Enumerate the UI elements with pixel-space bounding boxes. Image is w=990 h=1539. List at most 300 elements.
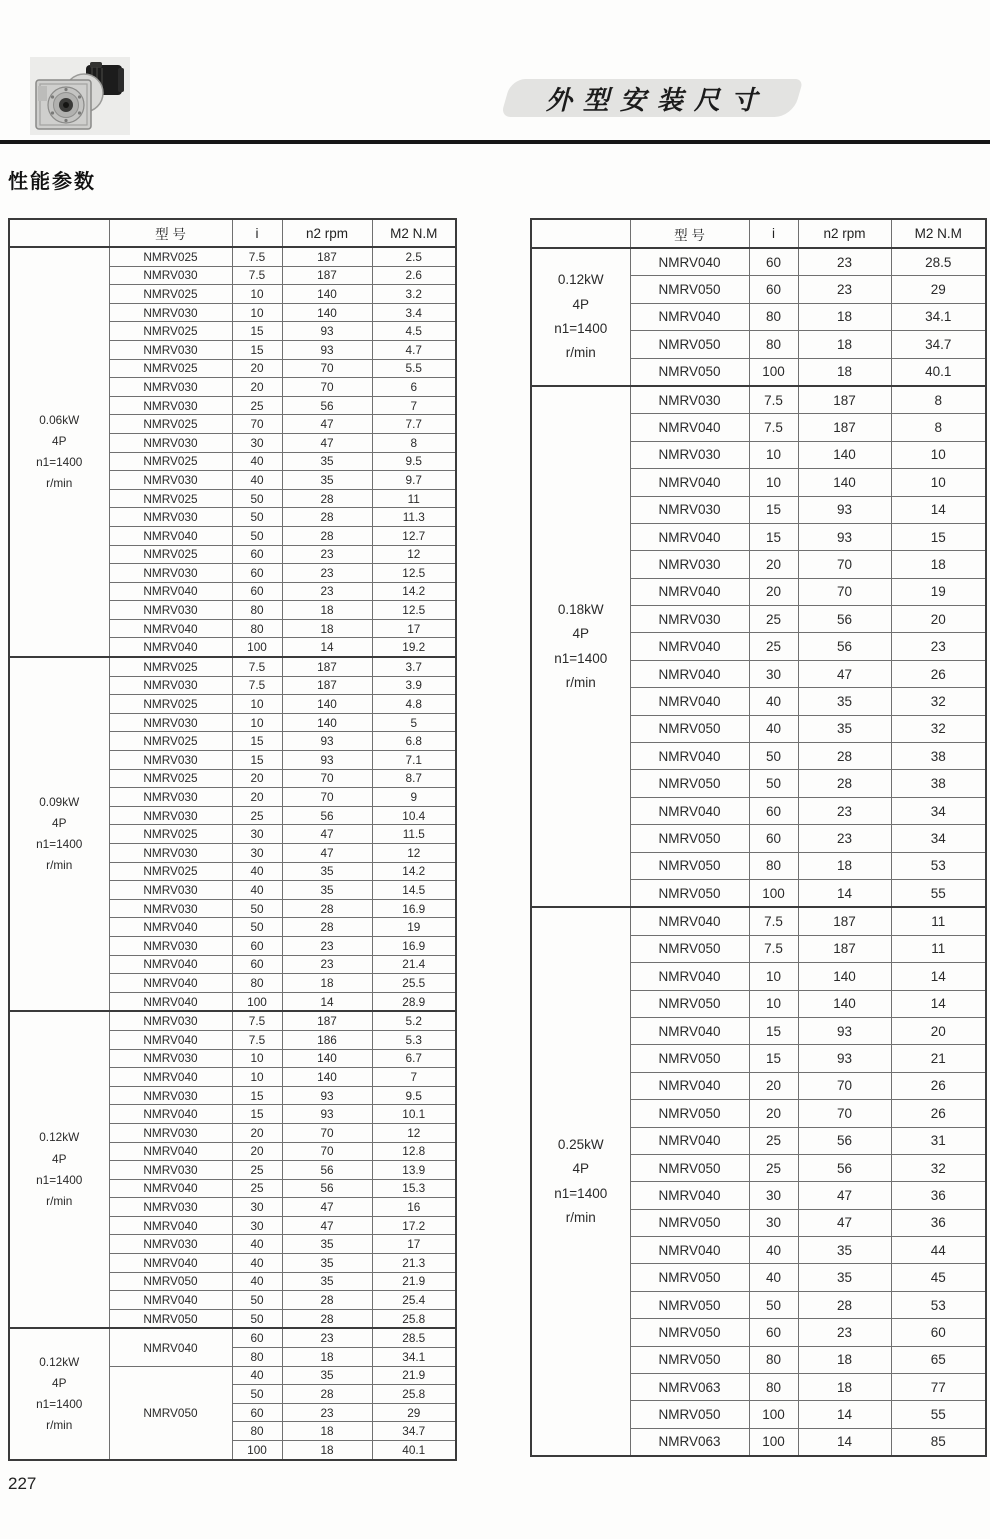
- model-cell: NMRV025: [109, 285, 232, 304]
- i-cell: 7.5: [749, 935, 798, 962]
- m2-cell: 8: [891, 414, 986, 441]
- model-cell: NMRV050: [630, 1401, 749, 1428]
- i-cell: 80: [232, 1348, 282, 1367]
- n2-cell: 28: [282, 918, 372, 937]
- m2-cell: 31: [891, 1127, 986, 1154]
- m2-cell: 7.1: [372, 751, 456, 770]
- power-group-label-line: r/min: [565, 345, 596, 361]
- i-cell: 80: [232, 619, 282, 638]
- column-header-i: i: [232, 219, 282, 247]
- i-cell: 80: [232, 974, 282, 993]
- model-cell: NMRV040: [109, 992, 232, 1011]
- model-cell: NMRV025: [109, 359, 232, 378]
- model-cell: NMRV030: [109, 396, 232, 415]
- n2-cell: 93: [798, 523, 891, 550]
- m2-cell: 36: [891, 1182, 986, 1209]
- m2-cell: 21.9: [372, 1272, 456, 1291]
- i-cell: 50: [232, 489, 282, 508]
- model-cell: NMRV030: [109, 378, 232, 397]
- model-cell: NMRV030: [109, 713, 232, 732]
- model-cell: NMRV040: [630, 1017, 749, 1044]
- n2-cell: 93: [282, 1086, 372, 1105]
- n2-cell: 14: [282, 638, 372, 657]
- n2-cell: 70: [798, 1072, 891, 1099]
- model-cell: NMRV040: [109, 1254, 232, 1273]
- power-group-label-line: 0.18kW: [557, 602, 604, 618]
- model-cell: NMRV030: [109, 266, 232, 285]
- n2-cell: 28: [282, 1291, 372, 1310]
- performance-table-left: [8, 218, 457, 1461]
- power-group-label-line: r/min: [46, 858, 73, 873]
- n2-cell: 140: [798, 990, 891, 1017]
- m2-cell: 19: [372, 918, 456, 937]
- m2-cell: 85: [891, 1428, 986, 1456]
- n2-cell: 23: [282, 1403, 372, 1422]
- i-cell: 30: [749, 1209, 798, 1236]
- n2-cell: 23: [282, 545, 372, 564]
- model-cell: NMRV030: [109, 1049, 232, 1068]
- i-cell: 15: [749, 523, 798, 550]
- n2-cell: 187: [282, 676, 372, 695]
- i-cell: 10: [232, 285, 282, 304]
- model-cell: NMRV040: [630, 743, 749, 770]
- m2-cell: 34.1: [372, 1348, 456, 1367]
- i-cell: 15: [232, 1105, 282, 1124]
- model-cell: NMRV050: [630, 331, 749, 358]
- n2-cell: 140: [282, 285, 372, 304]
- model-cell: NMRV050: [630, 879, 749, 907]
- power-group-label-line: 0.09kW: [39, 794, 80, 809]
- power-group-label: [9, 1011, 109, 1328]
- model-cell: NMRV040: [109, 1179, 232, 1198]
- i-cell: 50: [232, 508, 282, 527]
- i-cell: 60: [749, 248, 798, 276]
- m2-cell: 16.9: [372, 936, 456, 955]
- n2-cell: 93: [798, 1045, 891, 1072]
- i-cell: 15: [749, 1045, 798, 1072]
- model-cell: NMRV030: [109, 881, 232, 900]
- model-cell: NMRV025: [109, 769, 232, 788]
- power-group-label-line: r/min: [46, 1418, 73, 1433]
- i-cell: 30: [232, 433, 282, 452]
- m2-cell: 28.5: [372, 1328, 456, 1347]
- m2-cell: 6: [372, 378, 456, 397]
- model-cell: NMRV050: [630, 358, 749, 386]
- model-cell: NMRV040: [630, 523, 749, 550]
- model-cell: NMRV040: [109, 1291, 232, 1310]
- model-cell: NMRV040: [630, 469, 749, 496]
- model-cell: NMRV040: [630, 1127, 749, 1154]
- m2-cell: 25.5: [372, 974, 456, 993]
- i-cell: 20: [232, 1142, 282, 1161]
- n2-cell: 23: [798, 797, 891, 824]
- m2-cell: 16: [372, 1198, 456, 1217]
- m2-cell: 38: [891, 743, 986, 770]
- n2-cell: 70: [282, 1123, 372, 1142]
- m2-cell: 28.9: [372, 992, 456, 1011]
- n2-cell: 93: [282, 732, 372, 751]
- header-banner: [501, 79, 804, 117]
- n2-cell: 56: [282, 1161, 372, 1180]
- model-cell: NMRV040: [109, 955, 232, 974]
- n2-cell: 35: [282, 862, 372, 881]
- n2-cell: 35: [798, 688, 891, 715]
- model-cell: NMRV030: [109, 303, 232, 322]
- n2-cell: 18: [282, 1348, 372, 1367]
- column-header-m2: M2 N.M: [891, 219, 986, 248]
- i-cell: 25: [749, 606, 798, 633]
- model-cell: NMRV025: [109, 247, 232, 266]
- power-group-label: [9, 1328, 109, 1459]
- n2-cell: 14: [282, 992, 372, 1011]
- i-cell: 10: [232, 695, 282, 714]
- n2-cell: 47: [282, 825, 372, 844]
- power-group-label-line: 4P: [572, 1161, 589, 1177]
- model-cell: NMRV040: [109, 1142, 232, 1161]
- i-cell: 50: [232, 1309, 282, 1328]
- data-row: [531, 907, 986, 935]
- n2-cell: 28: [282, 1309, 372, 1328]
- m2-cell: 3.2: [372, 285, 456, 304]
- n2-cell: 140: [282, 713, 372, 732]
- model-cell: NMRV040: [109, 974, 232, 993]
- i-cell: 15: [232, 1086, 282, 1105]
- model-cell: NMRV030: [109, 676, 232, 695]
- m2-cell: 10.4: [372, 806, 456, 825]
- power-group-label-line: n1=1400: [36, 1397, 83, 1412]
- power-group-label: [531, 386, 630, 907]
- power-group-label-line: 4P: [572, 626, 589, 642]
- model-cell: NMRV050: [109, 1309, 232, 1328]
- model-cell: NMRV040: [630, 1072, 749, 1099]
- model-cell: NMRV030: [109, 1011, 232, 1030]
- section-title: 性能参数: [8, 171, 96, 193]
- n2-cell: 23: [798, 1319, 891, 1346]
- model-cell: NMRV030: [109, 508, 232, 527]
- model-cell: NMRV040: [630, 907, 749, 935]
- i-cell: 7.5: [749, 907, 798, 935]
- n2-cell: 70: [282, 378, 372, 397]
- m2-cell: 25.8: [372, 1309, 456, 1328]
- m2-cell: 14.2: [372, 862, 456, 881]
- power-group-label-line: n1=1400: [554, 650, 608, 666]
- m2-cell: 7.7: [372, 415, 456, 434]
- model-cell: NMRV030: [109, 788, 232, 807]
- n2-cell: 70: [282, 769, 372, 788]
- column-header-model: 型 号: [630, 219, 749, 248]
- n2-cell: 186: [282, 1030, 372, 1049]
- m2-cell: 34.7: [891, 331, 986, 358]
- i-cell: 50: [749, 743, 798, 770]
- n2-cell: 35: [798, 1264, 891, 1291]
- model-cell: NMRV025: [109, 489, 232, 508]
- i-cell: 60: [232, 936, 282, 955]
- m2-cell: 4.5: [372, 322, 456, 341]
- i-cell: 15: [232, 732, 282, 751]
- n2-cell: 28: [798, 743, 891, 770]
- i-cell: 20: [749, 1072, 798, 1099]
- i-cell: 40: [749, 1237, 798, 1264]
- power-group-label-line: 4P: [52, 433, 67, 448]
- n2-cell: 93: [798, 1017, 891, 1044]
- n2-cell: 35: [282, 1272, 372, 1291]
- i-cell: 80: [232, 601, 282, 620]
- header-row: [531, 219, 986, 248]
- power-group-label-line: 0.12kW: [39, 1354, 80, 1369]
- n2-cell: 187: [282, 266, 372, 285]
- model-cell: NMRV030: [630, 441, 749, 468]
- performance-table-right: [530, 218, 987, 1457]
- m2-cell: 7: [372, 396, 456, 415]
- power-group-label-line: 4P: [572, 296, 589, 312]
- m2-cell: 14: [891, 990, 986, 1017]
- i-cell: 20: [232, 788, 282, 807]
- n2-cell: 56: [798, 606, 891, 633]
- m2-cell: 14: [891, 963, 986, 990]
- model-cell: NMRV050: [630, 990, 749, 1017]
- i-cell: 25: [749, 1154, 798, 1181]
- n2-cell: 18: [798, 1374, 891, 1401]
- i-cell: 60: [749, 1319, 798, 1346]
- model-cell: NMRV025: [109, 657, 232, 676]
- n2-cell: 18: [798, 852, 891, 879]
- n2-cell: 23: [282, 955, 372, 974]
- n2-cell: 35: [798, 1237, 891, 1264]
- model-cell: NMRV040: [109, 918, 232, 937]
- power-group-label-line: r/min: [565, 1210, 596, 1226]
- n2-cell: 28: [282, 508, 372, 527]
- model-cell: NMRV030: [109, 1123, 232, 1142]
- m2-cell: 15.3: [372, 1179, 456, 1198]
- m2-cell: 9.7: [372, 471, 456, 490]
- i-cell: 10: [232, 1049, 282, 1068]
- m2-cell: 34.7: [372, 1422, 456, 1441]
- i-cell: 10: [749, 441, 798, 468]
- model-cell: NMRV040: [630, 578, 749, 605]
- model-cell: NMRV050: [630, 825, 749, 852]
- m2-cell: 3.4: [372, 303, 456, 322]
- power-group-label-line: 0.12kW: [39, 1130, 80, 1145]
- header-row: [9, 219, 456, 247]
- n2-cell: 47: [282, 844, 372, 863]
- n2-cell: 70: [798, 551, 891, 578]
- m2-cell: 8.7: [372, 769, 456, 788]
- m2-cell: 11.5: [372, 825, 456, 844]
- model-cell: NMRV025: [109, 452, 232, 471]
- n2-cell: 23: [798, 248, 891, 276]
- i-cell: 70: [232, 415, 282, 434]
- i-cell: 7.5: [232, 247, 282, 266]
- model-cell: NMRV025: [109, 545, 232, 564]
- n2-cell: 18: [282, 601, 372, 620]
- m2-cell: 65: [891, 1346, 986, 1373]
- i-cell: 50: [749, 770, 798, 797]
- i-cell: 40: [232, 1235, 282, 1254]
- n2-cell: 14: [798, 879, 891, 907]
- m2-cell: 26: [891, 660, 986, 687]
- m2-cell: 9: [372, 788, 456, 807]
- power-group-label-line: r/min: [46, 1194, 73, 1209]
- m2-cell: 53: [891, 852, 986, 879]
- n2-cell: 187: [798, 414, 891, 441]
- model-cell: NMRV050: [630, 276, 749, 303]
- model-cell: NMRV050: [630, 1319, 749, 1346]
- n2-cell: 70: [282, 788, 372, 807]
- m2-cell: 32: [891, 688, 986, 715]
- model-cell: NMRV030: [630, 551, 749, 578]
- model-cell: NMRV040: [630, 797, 749, 824]
- column-header-n2: n2 rpm: [282, 219, 372, 247]
- model-cell: NMRV030: [109, 471, 232, 490]
- i-cell: 15: [232, 751, 282, 770]
- n2-cell: 23: [282, 936, 372, 955]
- m2-cell: 25.4: [372, 1291, 456, 1310]
- i-cell: 20: [749, 551, 798, 578]
- model-cell: NMRV063: [630, 1428, 749, 1456]
- model-cell: NMRV040: [109, 582, 232, 601]
- i-cell: 30: [232, 844, 282, 863]
- model-cell: NMRV030: [109, 1198, 232, 1217]
- m2-cell: 26: [891, 1100, 986, 1127]
- m2-cell: 12: [372, 844, 456, 863]
- i-cell: 7.5: [232, 266, 282, 285]
- n2-cell: 23: [282, 1328, 372, 1347]
- model-cell: NMRV050: [630, 1291, 749, 1318]
- n2-cell: 18: [798, 303, 891, 330]
- n2-cell: 140: [282, 1068, 372, 1087]
- m2-cell: 12: [372, 545, 456, 564]
- n2-cell: 93: [282, 1105, 372, 1124]
- model-cell: NMRV040: [630, 303, 749, 330]
- n2-cell: 70: [798, 578, 891, 605]
- m2-cell: 11: [891, 935, 986, 962]
- i-cell: 15: [749, 1017, 798, 1044]
- m2-cell: 20: [891, 1017, 986, 1044]
- m2-cell: 12: [372, 1123, 456, 1142]
- group-column-header: [531, 219, 630, 248]
- m2-cell: 5: [372, 713, 456, 732]
- m2-cell: 16.9: [372, 899, 456, 918]
- i-cell: 60: [232, 582, 282, 601]
- i-cell: 30: [232, 1216, 282, 1235]
- n2-cell: 18: [282, 1422, 372, 1441]
- n2-cell: 93: [798, 496, 891, 523]
- n2-cell: 47: [798, 660, 891, 687]
- model-cell: NMRV040: [630, 414, 749, 441]
- i-cell: 40: [232, 862, 282, 881]
- header-divider: [0, 140, 990, 144]
- m2-cell: 18: [891, 551, 986, 578]
- power-group-label-line: 0.25kW: [557, 1137, 604, 1153]
- model-cell: NMRV030: [109, 601, 232, 620]
- i-cell: 60: [232, 1403, 282, 1422]
- power-group-label-line: 0.12kW: [557, 272, 604, 288]
- i-cell: 50: [232, 1385, 282, 1404]
- model-cell: NMRV040: [630, 1182, 749, 1209]
- i-cell: 25: [749, 633, 798, 660]
- m2-cell: 14.2: [372, 582, 456, 601]
- m2-cell: 55: [891, 1401, 986, 1428]
- n2-cell: 47: [798, 1182, 891, 1209]
- n2-cell: 47: [282, 1198, 372, 1217]
- m2-cell: 14: [891, 496, 986, 523]
- model-cell: NMRV030: [109, 751, 232, 770]
- n2-cell: 18: [798, 1346, 891, 1373]
- i-cell: 10: [749, 990, 798, 1017]
- i-cell: 20: [232, 359, 282, 378]
- n2-cell: 23: [798, 276, 891, 303]
- model-cell: NMRV050: [630, 935, 749, 962]
- m2-cell: 55: [891, 879, 986, 907]
- i-cell: 40: [232, 881, 282, 900]
- model-cell: NMRV025: [109, 695, 232, 714]
- model-cell: NMRV040: [630, 660, 749, 687]
- n2-cell: 47: [282, 433, 372, 452]
- power-group-label-line: 4P: [52, 1375, 67, 1390]
- model-cell: NMRV050: [630, 1045, 749, 1072]
- i-cell: 50: [232, 899, 282, 918]
- model-cell: NMRV040: [109, 1105, 232, 1124]
- n2-cell: 187: [282, 247, 372, 266]
- i-cell: 60: [749, 825, 798, 852]
- i-cell: 40: [749, 688, 798, 715]
- m2-cell: 21.9: [372, 1366, 456, 1385]
- n2-cell: 187: [282, 657, 372, 676]
- i-cell: 30: [232, 825, 282, 844]
- page-number: 227: [8, 1474, 37, 1493]
- n2-cell: 93: [282, 751, 372, 770]
- model-cell: NMRV040: [109, 526, 232, 545]
- i-cell: 40: [232, 471, 282, 490]
- i-cell: 10: [232, 713, 282, 732]
- m2-cell: 26: [891, 1072, 986, 1099]
- gearbox-photo-graphic: [30, 57, 130, 135]
- model-cell: NMRV025: [109, 825, 232, 844]
- model-cell: NMRV030: [109, 340, 232, 359]
- n2-cell: 56: [798, 1127, 891, 1154]
- m2-cell: 11: [891, 907, 986, 935]
- i-cell: 30: [749, 1182, 798, 1209]
- m2-cell: 32: [891, 1154, 986, 1181]
- m2-cell: 38: [891, 770, 986, 797]
- n2-cell: 56: [282, 806, 372, 825]
- m2-cell: 5.2: [372, 1011, 456, 1030]
- n2-cell: 93: [282, 340, 372, 359]
- m2-cell: 3.9: [372, 676, 456, 695]
- i-cell: 25: [232, 1161, 282, 1180]
- n2-cell: 23: [282, 564, 372, 583]
- model-cell: NMRV025: [109, 322, 232, 341]
- i-cell: 100: [232, 1441, 282, 1460]
- m2-cell: 29: [891, 276, 986, 303]
- m2-cell: 10.1: [372, 1105, 456, 1124]
- i-cell: 20: [232, 1123, 282, 1142]
- m2-cell: 7: [372, 1068, 456, 1087]
- model-cell: NMRV025: [109, 732, 232, 751]
- n2-cell: 140: [282, 303, 372, 322]
- m2-cell: 14.5: [372, 881, 456, 900]
- n2-cell: 187: [282, 1011, 372, 1030]
- i-cell: 10: [232, 1068, 282, 1087]
- m2-cell: 34: [891, 797, 986, 824]
- model-cell: NMRV040: [630, 963, 749, 990]
- model-cell: NMRV050: [109, 1366, 232, 1459]
- i-cell: 7.5: [749, 414, 798, 441]
- i-cell: 40: [749, 1264, 798, 1291]
- i-cell: 80: [749, 331, 798, 358]
- model-cell: NMRV050: [630, 770, 749, 797]
- model-cell: NMRV030: [109, 844, 232, 863]
